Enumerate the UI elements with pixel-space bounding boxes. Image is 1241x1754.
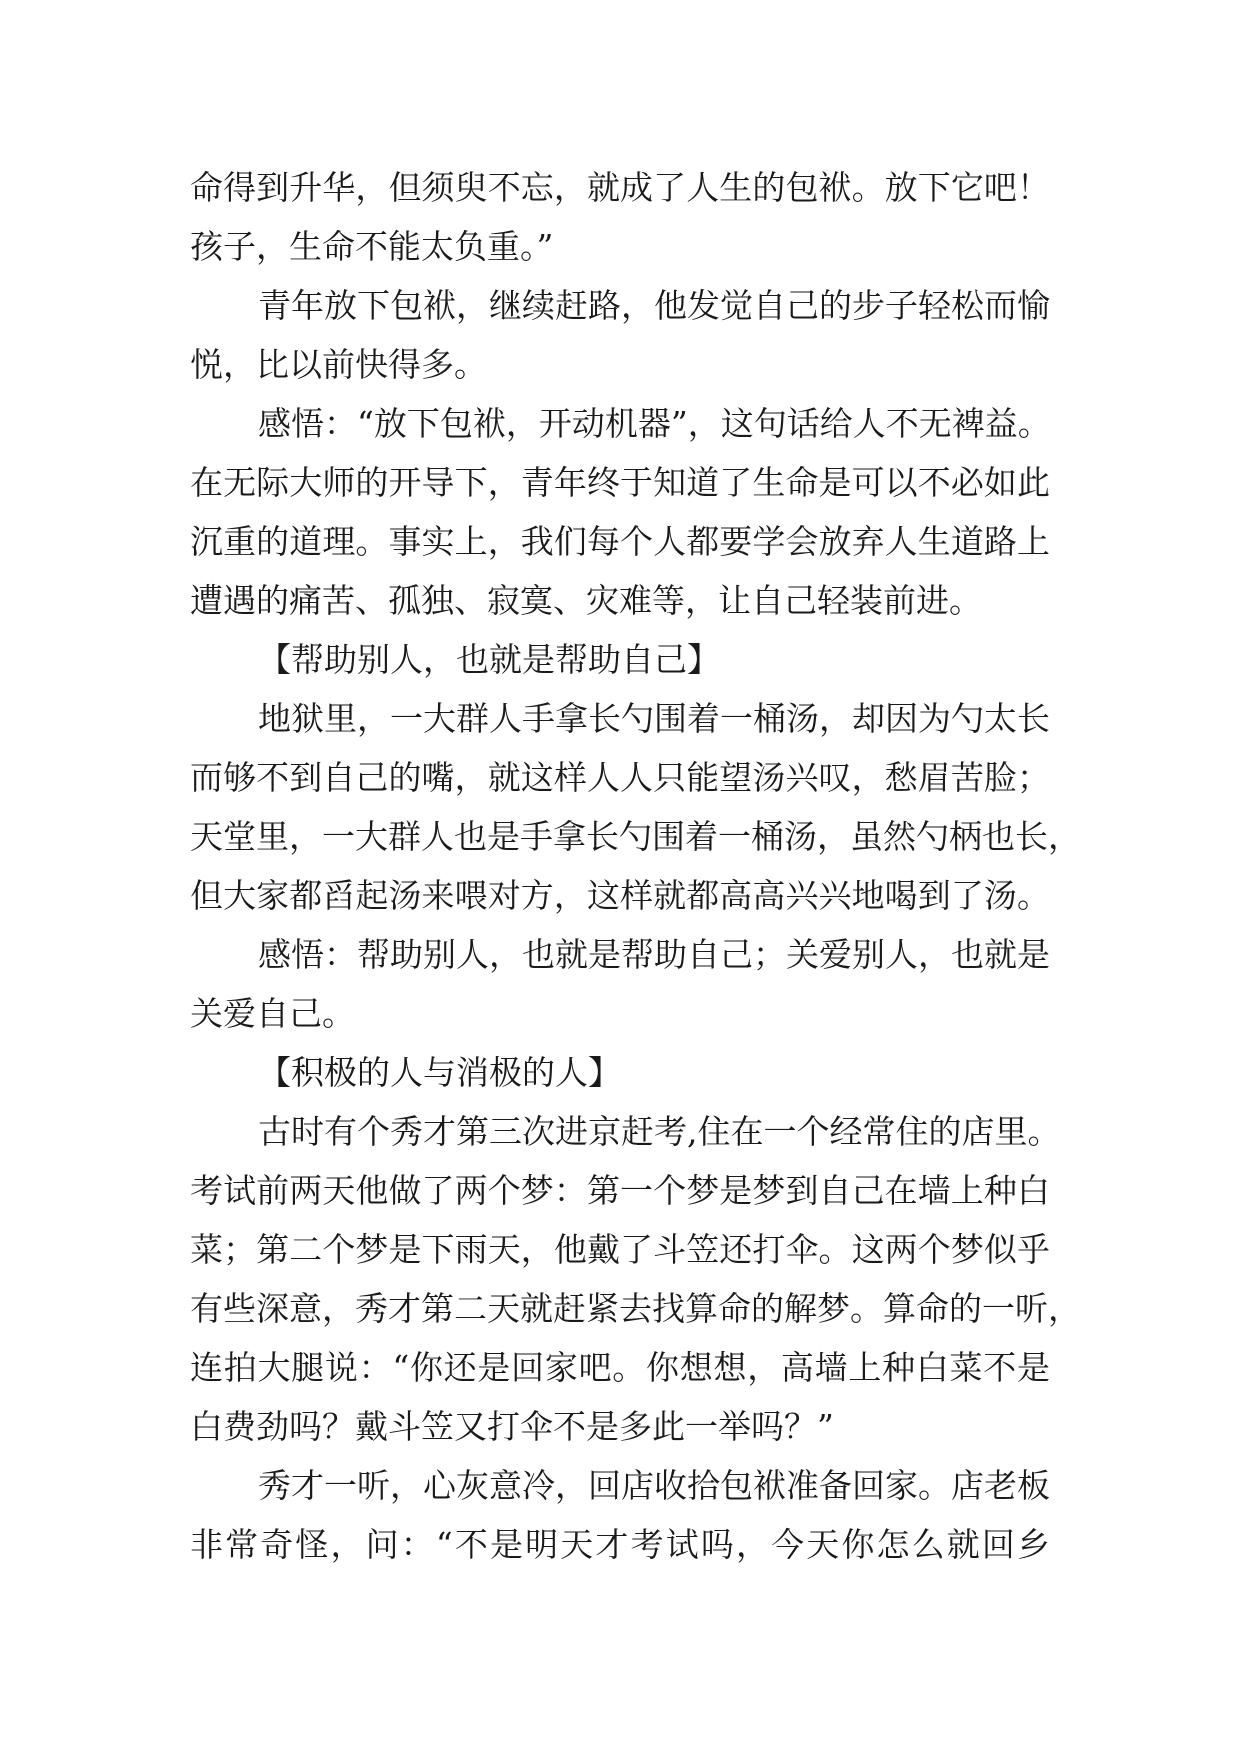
text-line: 悦，比以前快得多。 <box>190 345 487 384</box>
text-line: 而够不到自己的嘴，就这样人人只能望汤兴叹，愁眉苦脸； <box>190 758 1050 797</box>
section-heading: 【帮助别人，也就是帮助自己】 <box>258 640 720 679</box>
text-line: 但大家都舀起汤来喂对方，这样就都高高兴兴地喝到了汤。 <box>190 876 1050 915</box>
text-line: 沉重的道理。事实上，我们每个人都要学会放弃人生道路上 <box>190 522 1050 561</box>
text-line: 感悟：帮助别人，也就是帮助自己；关爱别人，也就是 <box>258 935 1050 974</box>
text-line: 关爱自己。 <box>190 994 355 1033</box>
text-line: 有些深意，秀才第二天就赶紧去找算命的解梦。算命的一听， <box>190 1289 1081 1328</box>
text-line: 命得到升华，但须臾不忘，就成了人生的包袱。放下它吧！ <box>190 168 1050 207</box>
text-line: 天堂里，一大群人也是手拿长勺围着一桶汤，虽然勺柄也长， <box>190 817 1081 856</box>
text-line: 考试前两天他做了两个梦：第一个梦是梦到自己在墙上种白 <box>190 1171 1050 1210</box>
text-line: 连拍大腿说：“你还是回家吧。你想想，高墙上种白菜不是 <box>190 1348 1050 1387</box>
text-line: 菜；第二个梦是下雨天，他戴了斗笠还打伞。这两个梦似乎 <box>190 1230 1050 1269</box>
body-text <box>190 158 1081 1574</box>
text-line: 青年放下包袱，继续赶路，他发觉自己的步子轻松而愉 <box>258 286 1050 325</box>
text-line: 在无际大师的开导下，青年终于知道了生命是可以不必如此 <box>190 463 1050 502</box>
section-heading: 【积极的人与消极的人】 <box>258 1053 621 1092</box>
text-line: 非常奇怪，问：“不是明天才考试吗，今天你怎么就回乡 <box>190 1525 1050 1564</box>
text-line: 秀才一听，心灰意冷，回店收拾包袱准备回家。店老板 <box>258 1466 1050 1505</box>
text-line: 古时有个秀才第三次进京赶考,住在一个经常住的店里。 <box>258 1112 1061 1151</box>
text-line: 遭遇的痛苦、孤独、寂寞、灾难等，让自己轻装前进。 <box>190 581 982 620</box>
text-line: 感悟：“放下包袱，开动机器”，这句话给人不无裨益。 <box>258 404 1051 443</box>
text-line: 地狱里，一大群人手拿长勺围着一桶汤，却因为勺太长 <box>258 699 1050 738</box>
text-line: 孩子，生命不能太负重。” <box>190 227 554 266</box>
text-line: 白费劲吗？戴斗笠又打伞不是多此一举吗？” <box>190 1407 834 1446</box>
